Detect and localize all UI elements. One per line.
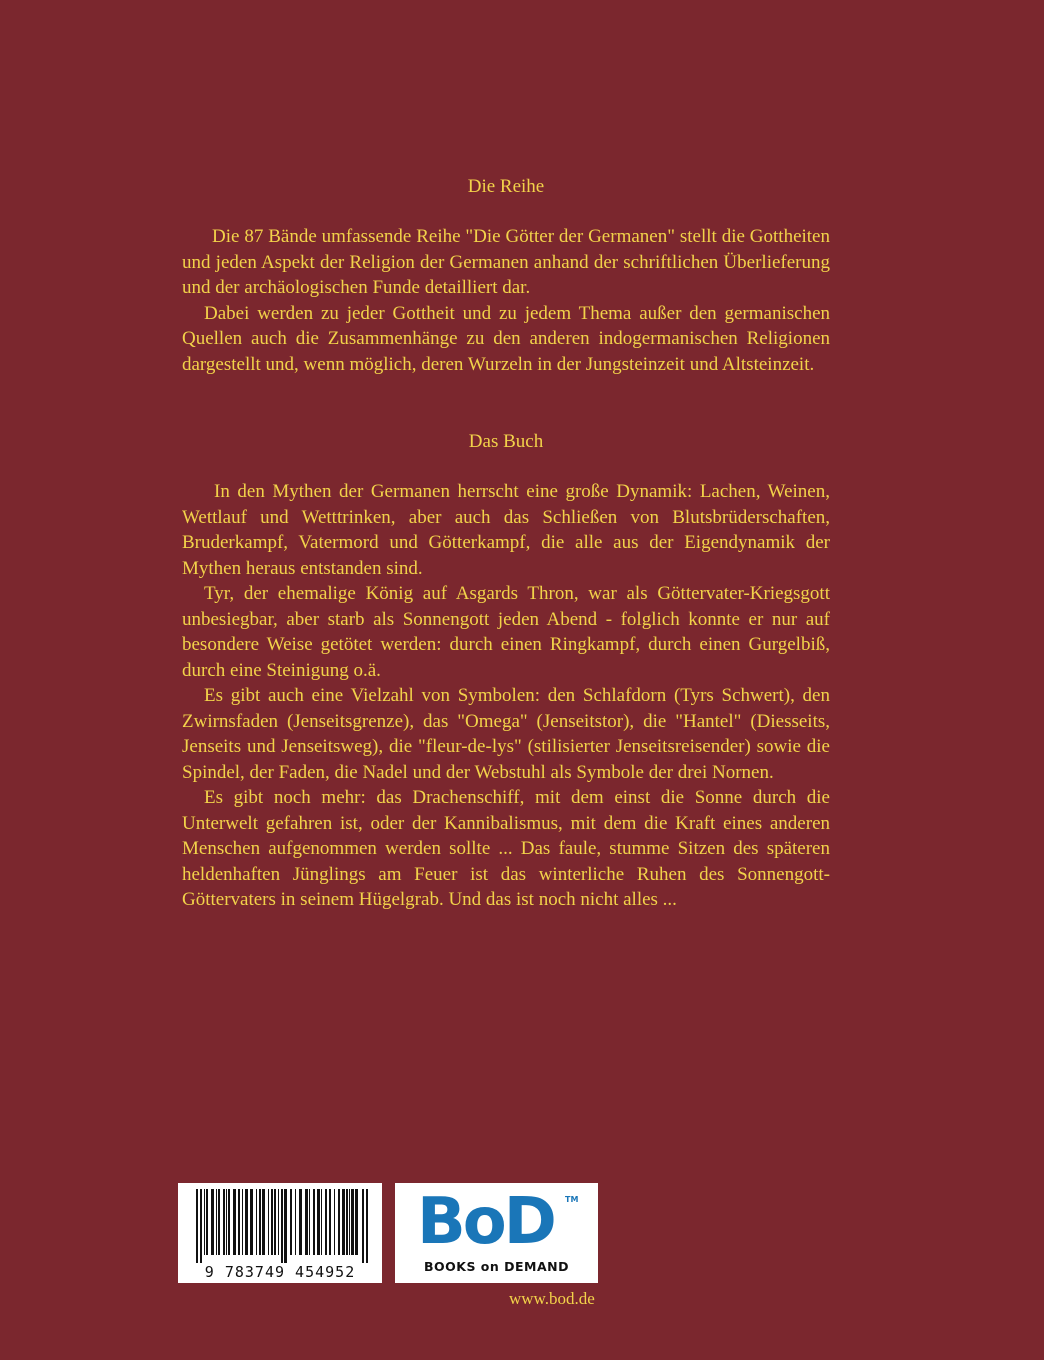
trademark-mark: TM [565, 1195, 579, 1204]
publisher-logo-box [395, 1183, 598, 1283]
barcode-digits: 9 783749 454952 [204, 1263, 356, 1281]
barcode-bar [256, 1189, 257, 1255]
barcode-bar [342, 1189, 345, 1255]
barcode-bar [268, 1189, 269, 1255]
barcode-bar [250, 1189, 253, 1255]
barcode-bar [305, 1189, 308, 1255]
barcode-bar [281, 1189, 283, 1263]
barcode-bar [278, 1189, 279, 1255]
barcode-bar [245, 1189, 248, 1255]
barcode-bar [346, 1189, 348, 1255]
barcode-bar [216, 1189, 217, 1255]
barcode-bar [274, 1189, 276, 1255]
barcode-bar [238, 1189, 240, 1255]
barcode-bar [321, 1189, 322, 1255]
series-text [182, 224, 830, 377]
publisher-url[interactable]: www.bod.de [509, 1289, 595, 1308]
barcode-bar [313, 1189, 315, 1255]
barcode-bar [271, 1189, 273, 1255]
barcode-bar [317, 1189, 320, 1255]
barcode-bar [351, 1189, 354, 1255]
barcode-bar [204, 1189, 205, 1255]
barcode-bar [355, 1189, 358, 1255]
barcode-bar [228, 1189, 230, 1255]
barcode-bar [211, 1189, 214, 1255]
series-paragraph-1: Die 87 Bände umfassende Reihe "Die Götter der Germanen" stellt die Gottheiten und jeden Aspekt der Religion der Germanen anhand der schriftlichen Überlieferung und der archäologischen Funde detailliert dar. [182, 226, 830, 298]
barcode-bar [295, 1189, 296, 1255]
book-paragraph-1: In den Mythen der Germanen herrscht eine große Dynamik: Lachen, Weinen, Wettlauf und Wetttrinken, aber auch das Schließen von Blutsbrüderschaften, Bruderkampf, Vatermord und Götterkampf, die alle aus der Eigendynamik der Mythen heraus entstanden sind. [182, 481, 830, 579]
publisher-tagline: BOOKS on DEMAND [423, 1259, 570, 1274]
barcode-bar [334, 1189, 335, 1255]
barcode-bar [349, 1189, 350, 1255]
bod-logo: BoD [417, 1185, 554, 1259]
barcode-bar [309, 1189, 310, 1255]
barcode-bar [299, 1189, 302, 1255]
barcode-bar [290, 1189, 292, 1255]
book-heading: Das Buch [468, 431, 544, 452]
barcode-bar [338, 1189, 340, 1255]
book-paragraph-2: Tyr, der ehemalige König auf Asgards Thron, war als Göttervater-Kriegsgott unbesiegbar, aber starb als Sonnengott jeden Abend - folglich konnte er nur auf besondere Weise getötet werden: durch einen Ringkampf, durch einen Gurgelbiß, durch eine Steinigung o.ä. [182, 583, 830, 681]
barcode-bar [196, 1189, 198, 1263]
barcode-bar [259, 1189, 261, 1255]
book-paragraph-3: Es gibt auch eine Vielzahl von Symbolen: den Schlafdorn (Tyrs Schwert), den Zwirnsfaden (Jenseitsgrenze), das "Omega" (Jenseitstor), die "Hantel" (Diesseits, Jenseits und Jenseitsweg), die "fleur-de-lys" (stilisierter Jenseitsreisender) sowie die Spindel, der Faden, die Nadel und der Webstuhl als Symbole der drei Nornen. [182, 685, 830, 783]
barcode-bar [362, 1189, 364, 1263]
series-paragraph-2: Dabei werden zu jeder Gottheit und zu jedem Thema außer den germanischen Quellen auch die Zusammenhänge zu den anderen indogermanischen Religionen dargestellt und, wenn möglich, deren Wurzeln in der Jungsteinzeit und Altsteinzeit. [182, 302, 830, 375]
barcode-bar [226, 1189, 227, 1255]
barcode-bar [206, 1189, 208, 1255]
barcode-bar [262, 1189, 265, 1255]
barcode-bar [223, 1189, 225, 1255]
barcode-bar [218, 1189, 220, 1255]
barcode-bar [325, 1189, 327, 1255]
barcode-bar [200, 1189, 202, 1263]
barcode-bar [329, 1189, 331, 1255]
barcode-bar [233, 1189, 236, 1255]
book-paragraph-4: Es gibt noch mehr: das Drachenschiff, mit dem einst die Sonne durch die Unterwelt gefahren ist, oder der Kannibalismus, mit dem die Kraft eines anderen Menschen aufgenommen werden sollte ... Das faule, stumme Sitzen des späteren heldenhaften Jünglings am Feuer ist das winterliche Ruhen des Sonnengott-Göttervaters in seinem Hügelgrab. Und das ist noch nicht alles ... [182, 787, 830, 910]
barcode-bar [242, 1189, 243, 1255]
barcode-bar [284, 1189, 287, 1263]
book-text [182, 479, 830, 913]
barcode-bars [178, 1183, 382, 1263]
barcode-bar [366, 1189, 368, 1263]
series-heading: Die Reihe [467, 176, 545, 197]
isbn-barcode [178, 1183, 382, 1283]
